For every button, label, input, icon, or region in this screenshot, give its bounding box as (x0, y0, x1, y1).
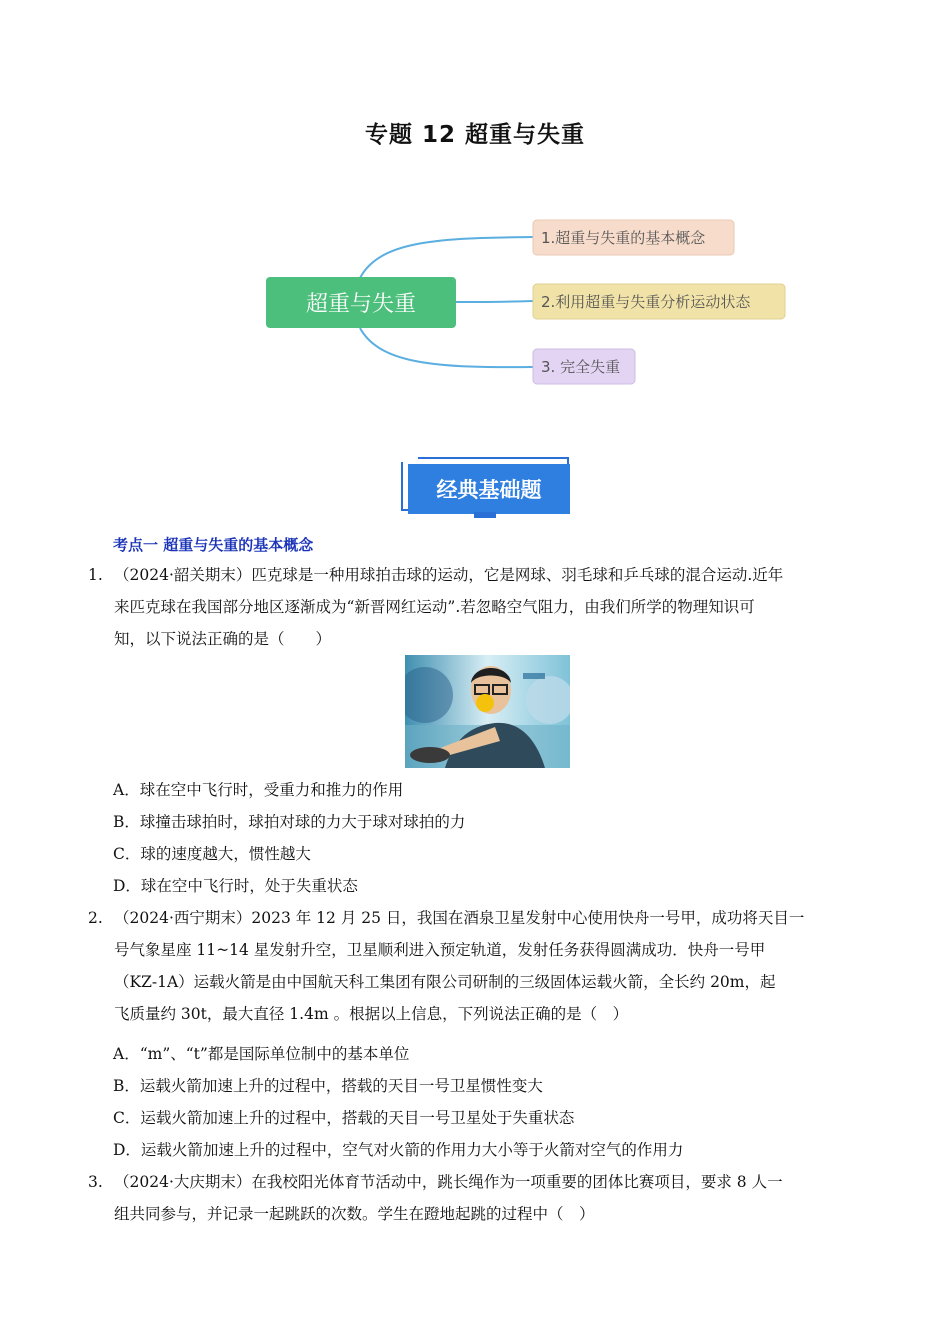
question-1 (88, 559, 868, 655)
question-number: 2. (88, 909, 103, 927)
question-number: 3. (88, 1173, 103, 1191)
option-b: B．运载火箭加速上升的过程中，搭载的天目一号卫星惯性变大 (113, 1077, 543, 1095)
pickleball-photo (405, 655, 570, 768)
branch-label: 3. 完全失重 (541, 358, 621, 376)
option-b: B．球撞击球拍时，球拍对球的力大于球对球拍的力 (113, 813, 466, 831)
question-number: 1. (88, 566, 103, 584)
question-3 (88, 1166, 868, 1230)
option-d: D．运载火箭加速上升的过程中，空气对火箭的作用力大小等于火箭对空气的作用力 (113, 1141, 684, 1159)
branch-2 (533, 284, 785, 319)
root-label: 超重与失重 (305, 292, 417, 317)
branch-label: 1.超重与失重的基本概念 (541, 229, 706, 247)
branch-1 (533, 220, 734, 255)
question-2 (88, 902, 868, 1030)
question-line: 飞质量约 30t，最大直径 1.4m 。根据以上信息，下列说法正确的是（ ） (114, 1005, 629, 1023)
question-line: （2024·西宁期末）2023 年 12 月 25 日，我国在酒泉卫星发射中心使用快舟一号甲，成功将天目一 (114, 909, 805, 927)
option-a: A．球在空中飞行时，受重力和推力的作用 (113, 781, 404, 799)
question-line: 知，以下说法正确的是（ ） (114, 630, 332, 648)
question-line: （KZ-1A）运载火箭是由中国航天科工集团有限公司研制的三级固体运载火箭，全长约 20m，起 (114, 973, 776, 991)
option-c: C．运载火箭加速上升的过程中，搭载的天目一号卫星处于失重状态 (113, 1109, 575, 1127)
option-d: D．球在空中飞行时，处于失重状态 (113, 877, 358, 895)
question-line: 来匹克球在我国部分地区逐渐成为“新晋网红运动”.若忽略空气阻力，由我们所学的物理知识可 (114, 598, 755, 616)
root-node (266, 277, 456, 328)
branch-3 (533, 349, 635, 384)
section-badge-label: 经典基础题 (436, 478, 542, 502)
mind-map (0, 200, 950, 400)
question-line: （2024·大庆期末）在我校阳光体育节活动中，跳长绳作为一项重要的团体比赛项目，要求 8 人一 (114, 1173, 783, 1191)
question-line: 号气象星座 11~14 星发射升空，卫星顺利进入预定轨道，发射任务获得圆满成功．快舟一号甲 (114, 941, 766, 959)
option-a: A．“m”、“t”都是国际单位制中的基本单位 (113, 1045, 410, 1063)
kaodian-heading: 考点一 超重与失重的基本概念 (113, 536, 314, 554)
option-c: C．球的速度越大，惯性越大 (113, 845, 311, 863)
question-line: 组共同参与，并记录一起跳跃的次数。学生在蹬地起跳的过程中（ ） (114, 1205, 595, 1223)
branch-label: 2.利用超重与失重分析运动状态 (541, 293, 751, 311)
question-line: （2024·韶关期末）匹克球是一种用球拍击球的运动，它是网球、羽毛球和乒乓球的混合运动.近年 (114, 566, 784, 584)
section-badge (398, 456, 574, 518)
page-title: 专题 12 超重与失重 (364, 122, 586, 148)
